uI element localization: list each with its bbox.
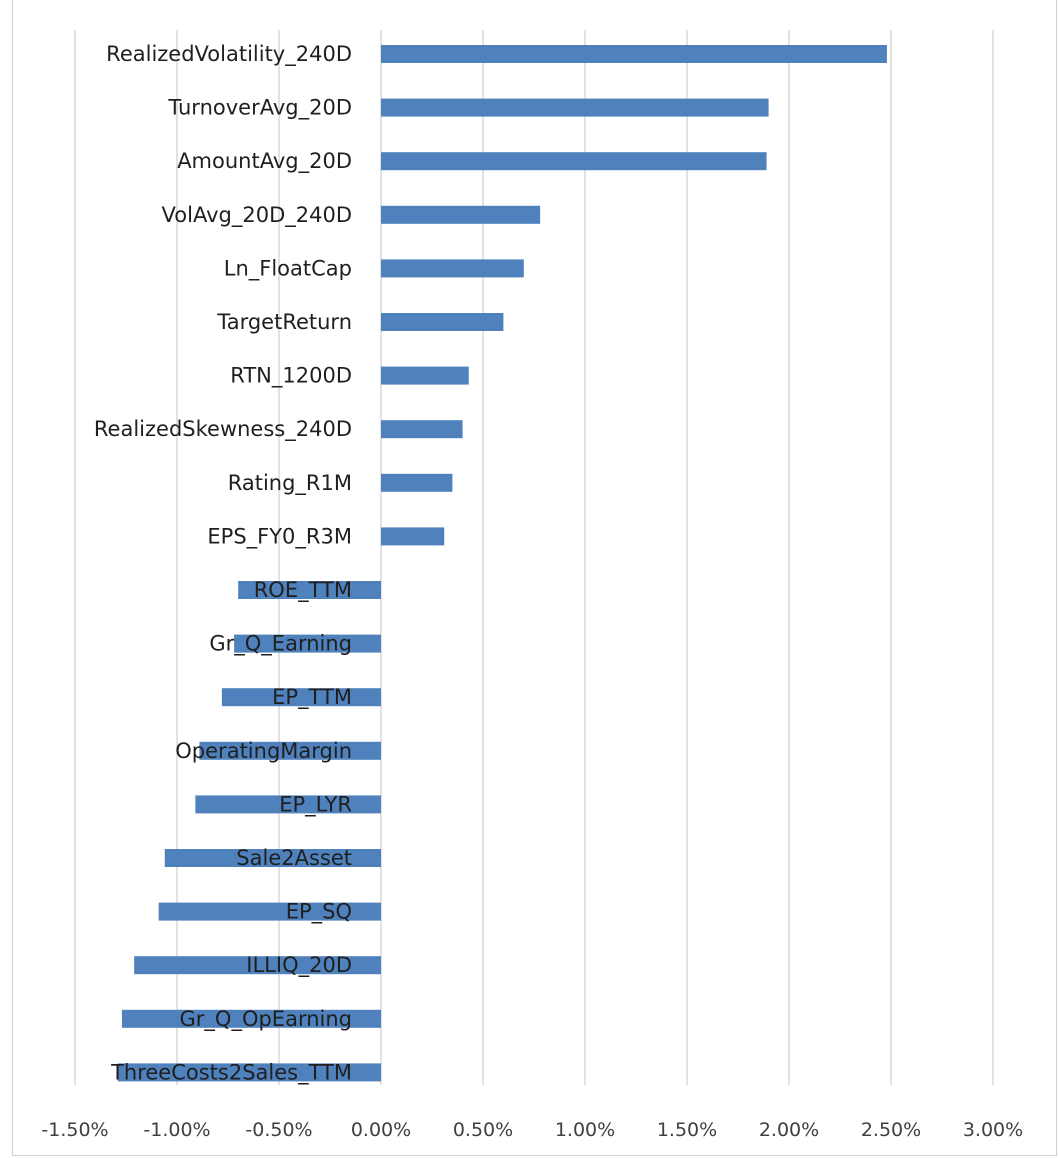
category-label-volavg-20d-240d: VolAvg_20D_240D bbox=[161, 202, 352, 227]
category-label-ep-lyr: EP_LYR bbox=[279, 792, 352, 817]
x-tick-label-9: 3.00% bbox=[962, 1119, 1024, 1141]
category-label-rating-r1m: Rating_R1M bbox=[227, 470, 352, 495]
x-tick-label-5: 1.00% bbox=[554, 1119, 616, 1141]
category-label-threecosts2sales-ttm: ThreeCosts2Sales_TTM bbox=[111, 1060, 352, 1085]
x-axis-tick-labels bbox=[41, 1119, 1023, 1141]
bars bbox=[118, 45, 887, 1081]
category-label-gr-q-earning: Gr_Q_Earning bbox=[209, 631, 352, 656]
bar-rating-r1m bbox=[381, 474, 452, 492]
bar-eps-fy0-r3m bbox=[381, 527, 444, 545]
category-label-ep-sq: EP_SQ bbox=[285, 899, 352, 924]
bar-realizedvolatility-240d bbox=[381, 45, 887, 63]
x-tick-label-3: 0.00% bbox=[350, 1119, 412, 1141]
category-label-ln-floatcap: Ln_FloatCap bbox=[223, 256, 352, 281]
bar-turnoveravg-20d bbox=[381, 99, 769, 117]
category-label-amountavg-20d: AmountAvg_20D bbox=[177, 149, 352, 174]
bar-realizedskewness-240d bbox=[381, 420, 463, 438]
category-label-ep-ttm: EP_TTM bbox=[272, 685, 352, 710]
category-labels bbox=[94, 42, 352, 1085]
category-label-eps-fy0-r3m: EPS_FY0_R3M bbox=[207, 524, 352, 549]
category-label-roe-ttm: ROE_TTM bbox=[253, 578, 352, 602]
x-tick-label-2: -0.50% bbox=[245, 1119, 313, 1141]
bar-targetreturn bbox=[381, 313, 503, 331]
category-label-illiq-20d: ILLIQ_20D bbox=[246, 953, 352, 978]
bar-ln-floatcap bbox=[381, 259, 524, 277]
bar-amountavg-20d bbox=[381, 152, 767, 170]
x-tick-label-0: -1.50% bbox=[41, 1119, 109, 1141]
category-label-operatingmargin: OperatingMargin bbox=[175, 738, 352, 763]
bar-volavg-20d-240d bbox=[381, 206, 540, 224]
category-label-realizedvolatility-240d: RealizedVolatility_240D bbox=[106, 42, 352, 66]
x-tick-label-7: 2.00% bbox=[758, 1119, 820, 1141]
x-tick-label-8: 2.50% bbox=[860, 1119, 922, 1141]
category-label-realizedskewness-240d: RealizedSkewness_240D bbox=[93, 417, 352, 442]
x-tick-label-6: 1.50% bbox=[656, 1119, 718, 1141]
category-label-targetreturn: TargetReturn bbox=[217, 310, 352, 334]
category-label-gr-q-opearning: Gr_Q_OpEarning bbox=[179, 1006, 352, 1031]
x-tick-label-4: 0.50% bbox=[452, 1119, 514, 1141]
category-label-turnoveravg-20d: TurnoverAvg_20D bbox=[168, 95, 352, 120]
category-label-sale2asset: Sale2Asset bbox=[236, 846, 352, 870]
category-label-rtn-1200d: RTN_1200D bbox=[230, 363, 352, 388]
gridlines bbox=[75, 30, 993, 1085]
bar-rtn-1200d bbox=[381, 367, 469, 385]
x-tick-label-1: -1.00% bbox=[143, 1119, 211, 1141]
